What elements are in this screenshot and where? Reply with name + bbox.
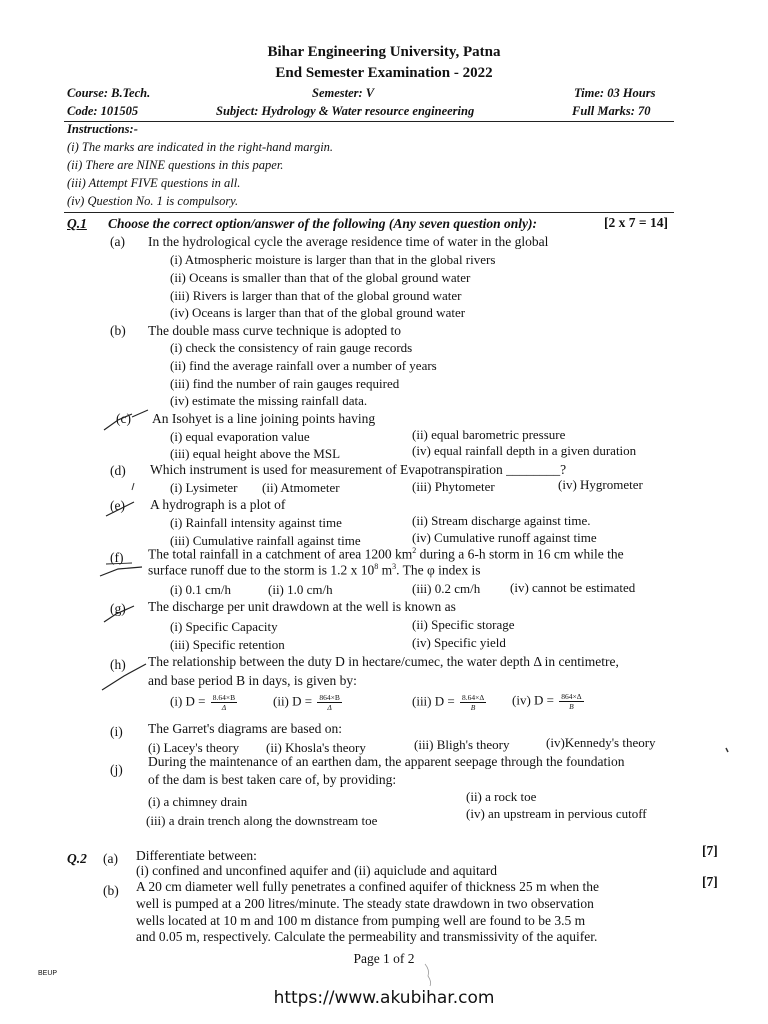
q1j-line2: of the dam is best taken care of, by providing:: [148, 772, 397, 787]
q1f-option: (iv) cannot be estimated: [510, 580, 636, 595]
tick-mark-e: [106, 502, 134, 516]
instructions-heading: Instructions:-: [67, 122, 138, 136]
q1g-option: (iii) Specific retention: [170, 637, 285, 652]
q1f-option: (ii) 1.0 cm/h: [268, 582, 333, 597]
page-number: Page 1 of 2: [353, 951, 415, 966]
q1f-line1-rest: during a 6-h storm in 16 cm while the: [416, 546, 624, 562]
q2b-line: A 20 cm diameter well fully penetrates a confined aquifer of thickness 25 m when the: [136, 879, 599, 894]
q1f-line2-unit: m: [378, 562, 393, 578]
q1i-option: (iii) Bligh's theory: [414, 737, 510, 752]
q1j-option: (iv) an upstream in pervious cutoff: [466, 806, 647, 821]
q1i-text: The Garret's diagrams are based on:: [148, 721, 342, 736]
q1c-option: (ii) equal barometric pressure: [412, 427, 566, 442]
q1f-line2-text: surface runoff due to the storm is 1.2 x 10: [148, 562, 375, 578]
university-title: Bihar Engineering University, Patna: [267, 44, 501, 60]
exam-title: End Semester Examination - 2022: [275, 65, 493, 81]
q1a-label: (a): [110, 234, 125, 249]
q1j-option: (iii) a drain trench along the downstream toe: [146, 813, 378, 828]
fraction-numerator: 864×B: [319, 693, 340, 702]
q1i-label: (i): [110, 724, 123, 739]
fraction-denominator: B: [569, 702, 574, 711]
tick-mark-h: [102, 664, 146, 690]
q1a-option: (i) Atmospheric moisture is larger than that in the global rivers: [170, 252, 496, 267]
fraction-numerator: 864×Δ: [561, 692, 582, 701]
q1b-label: (b): [110, 323, 126, 338]
underline-f: [106, 563, 132, 564]
tick-mark-f: [100, 567, 142, 576]
q1b-text: The double mass curve technique is adopted to: [148, 323, 402, 338]
q1f-sup: 2: [412, 546, 417, 555]
fraction-denominator: Δ: [327, 703, 332, 712]
q1e-option: (ii) Stream discharge against time.: [412, 513, 591, 528]
q1e-option: (iii) Cumulative rainfall against time: [170, 533, 361, 548]
q2a-text: Differentiate between:: [136, 848, 257, 863]
q2b-line: wells located at 10 m and 100 m distance from pumping well are found to be 3.5 m: [136, 913, 586, 928]
q1g-option: (iv) Specific yield: [412, 635, 506, 650]
q1d-option: (i) Lysimeter: [170, 480, 238, 495]
q1d-option: (ii) Atmometer: [262, 480, 340, 495]
q1c-label: (c): [116, 411, 131, 426]
q1g-option: (i) Specific Capacity: [170, 619, 278, 634]
q1g-option: (ii) Specific storage: [412, 617, 515, 632]
q1f-line1-text: The total rainfall in a catchment of area 1200 km: [148, 546, 413, 562]
q1h-option-4-prefix: (iv) D =: [512, 692, 554, 708]
code-label: Code: 101505: [67, 104, 139, 118]
q1a-option: (ii) Oceans is smaller than that of the global ground water: [170, 270, 471, 285]
subject-label: Subject: Hydrology & Water resource engineering: [216, 104, 475, 118]
q1c-option: (iv) equal rainfall depth in a given duration: [412, 443, 637, 458]
fraction-numerator: 8.64×Δ: [461, 693, 485, 702]
q1c-option: (iii) equal height above the MSL: [170, 446, 341, 461]
fraction-denominator: B: [470, 703, 476, 712]
q2a-marks: [7]: [702, 843, 718, 858]
q1g-label: (g): [110, 601, 126, 616]
q1a-text: In the hydrological cycle the average residence time of water in the global: [148, 234, 549, 249]
q1i-option: (iv)Kennedy's theory: [546, 735, 656, 750]
q1g-text: The discharge per unit drawdown at the well is known as: [148, 599, 456, 614]
q1j-option: (i) a chimney drain: [148, 794, 248, 809]
q1h-line2: and base period B in days, is given by:: [148, 673, 357, 688]
q1i-option: (i) Lacey's theory: [148, 740, 240, 755]
q1d-label: (d): [110, 463, 126, 478]
q1-text: Choose the correct option/answer of the following (Any seven question only):: [108, 216, 538, 231]
footer-url[interactable]: https://www.akubihar.com: [273, 988, 495, 1008]
instruction-item: (ii) There are NINE questions in this paper.: [67, 158, 284, 172]
q1f-option: (iii) 0.2 cm/h: [412, 581, 481, 596]
q1h-line1: The relationship between the duty D in hectare/cumec, the water depth Δ in centimetre,: [148, 654, 619, 669]
instruction-item: (iii) Attempt FIVE questions in all.: [67, 176, 241, 190]
q1d-option: (iv) Hygrometer: [558, 477, 643, 492]
fraction-numerator: 8.64×B: [212, 693, 236, 702]
tick-mark-c: [104, 414, 132, 430]
q1f-sup: 8: [374, 562, 379, 571]
q1b-option: (i) check the consistency of rain gauge records: [170, 340, 413, 355]
q1i-option: (ii) Khosla's theory: [266, 740, 366, 755]
q2b-marks: [7]: [702, 874, 718, 889]
tick-mark-g: [104, 606, 134, 622]
tick-mark-d: [132, 483, 134, 490]
q1a-option: (iii) Rivers is larger than that of the global ground water: [170, 288, 462, 303]
q1e-label: (e): [110, 498, 125, 513]
q1f-sup: 3: [392, 562, 397, 571]
q1e-text: A hydrograph is a plot of: [150, 497, 286, 512]
tick-mark-q2: [726, 748, 728, 752]
q1c-option: (i) equal evaporation value: [170, 429, 310, 444]
q1b-option: (ii) find the average rainfall over a number of years: [170, 358, 437, 373]
q1h-option-3-prefix: (iii) D =: [412, 693, 455, 709]
q1b-option: (iii) find the number of rain gauges required: [170, 376, 400, 391]
fraction-denominator: Δ: [221, 703, 227, 712]
q1j-label: (j): [110, 762, 123, 777]
q1h-option-2-prefix: (ii) D =: [273, 693, 313, 709]
scribble-mark: [425, 964, 431, 986]
tick-mark-c-2: [132, 410, 148, 417]
q1-marks: [2 x 7 = 14]: [604, 215, 668, 230]
q1-number: Q.1: [67, 216, 87, 231]
q2b-line: and 0.05 m, respectively. Calculate the permeability and transmissivity of the aquifer.: [136, 929, 598, 944]
q1j-option: (ii) a rock toe: [466, 789, 537, 804]
q1h-option-1-prefix: (i) D =: [170, 693, 206, 709]
q1d-option: (iii) Phytometer: [412, 479, 495, 494]
q1d-text: Which instrument is used for measurement of Evapotranspiration ________?: [150, 462, 567, 477]
q1a-option: (iv) Oceans is larger than that of the global ground water: [170, 305, 466, 320]
q1j-line1: During the maintenance of an earthen dam, the apparent seepage through the foundation: [148, 754, 625, 769]
q1f-line2-rest: . The φ index is: [396, 562, 481, 578]
time-label: Time: 03 Hours: [574, 86, 656, 100]
q1f-label: (f): [110, 550, 124, 565]
footer-code: BEUP: [38, 970, 58, 977]
q1e-option: (i) Rainfall intensity against time: [170, 515, 342, 530]
q1c-text: An Isohyet is a line joining points having: [152, 411, 376, 426]
instruction-item: (iv) Question No. 1 is compulsory.: [67, 194, 239, 208]
full-marks-label: Full Marks: 70: [572, 104, 651, 118]
q2b-line: well is pumped at a 200 litres/minute. The steady state drawdown in two observation: [136, 896, 594, 911]
q1f-option: (i) 0.1 cm/h: [170, 582, 232, 597]
instruction-item: (i) The marks are indicated in the right-hand margin.: [67, 140, 334, 154]
q2-number: Q.2: [67, 851, 87, 866]
q2a-label: (a): [103, 851, 118, 866]
q1b-option: (iv) estimate the missing rainfall data.: [170, 393, 368, 408]
q2a-subtext: (i) confined and unconfined aquifer and (ii) aquiclude and aquitard: [136, 863, 497, 878]
q1e-option: (iv) Cumulative runoff against time: [412, 530, 597, 545]
q2b-label: (b): [103, 883, 119, 898]
semester-label: Semester: V: [312, 86, 375, 100]
q1h-label: (h): [110, 657, 126, 672]
course-label: Course: B.Tech.: [67, 86, 151, 100]
